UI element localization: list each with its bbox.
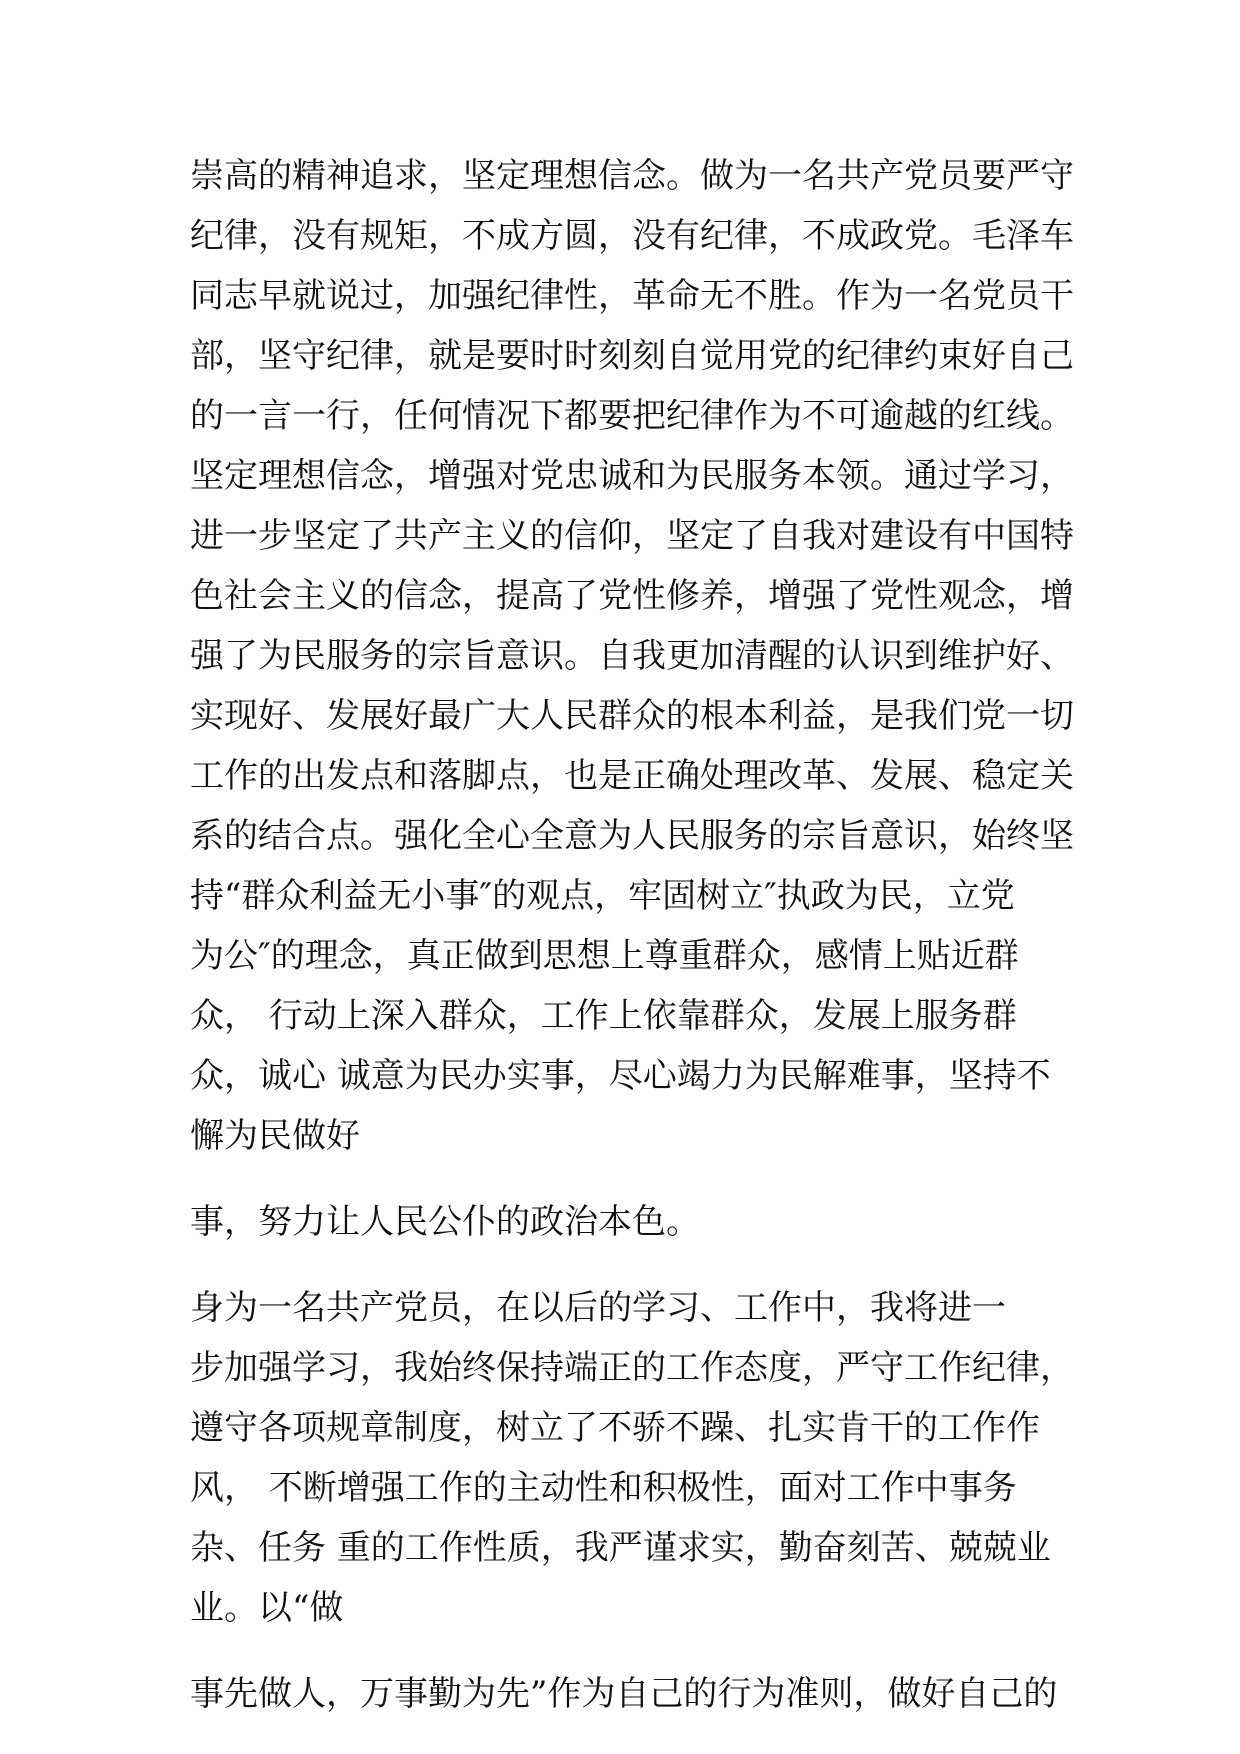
text-line: 同志早就说过，加强纪律性，革命无不胜。作为一名党员干 bbox=[190, 276, 1074, 316]
text-line: 崇高的精神追求，坚定理想信念。做为一名共产党员要严守 bbox=[190, 156, 1074, 196]
text-line: 强了为民服务的宗旨意识。自我更加清醒的认识到维护好、 bbox=[190, 636, 1074, 676]
text-line: 杂、任务 重的工作性质，我严谨求实，勤奋刻苦、兢兢业 bbox=[190, 1528, 1051, 1568]
text-line: 步加强学习，我始终保持端正的工作态度，严守工作纪律， bbox=[190, 1348, 1074, 1388]
text-line: 业。以“做 bbox=[190, 1588, 344, 1628]
text-line: 实现好、发展好最广大人民群众的根本利益，是我们党一切 bbox=[190, 696, 1074, 736]
text-line: 遵守各项规章制度，树立了不骄不躁、扎实肯干的工作作 bbox=[190, 1408, 1040, 1448]
text-line: 众， 行动上深入群众，工作上依靠群众，发展上服务群 bbox=[190, 996, 1017, 1036]
text-line: 工作的出发点和落脚点，也是正确处理改革、发展、稳定关 bbox=[190, 756, 1074, 796]
text-line: 众，诚心 诚意为民办实事，尽心竭力为民解难事，坚持不 bbox=[190, 1056, 1051, 1096]
text-line: 系的结合点。强化全心全意为人民服务的宗旨意识，始终坚 bbox=[190, 816, 1074, 856]
text-line: 的一言一行，任何情况下都要把纪律作为不可逾越的红线。 bbox=[190, 396, 1074, 436]
text-line: 事先做人，万事勤为先”作为自己的行为准则，做好自己的 bbox=[190, 1674, 1058, 1714]
text-line: 为公″的理念，真正做到思想上尊重群众，感情上贴近群 bbox=[190, 936, 1019, 976]
text-line: 坚定理想信念，增强对党忠诚和为民服务本领。通过学习， bbox=[190, 456, 1074, 496]
text-line: 进一步坚定了共产主义的信仰，坚定了自我对建设有中国特 bbox=[190, 516, 1074, 556]
text-line: 纪律，没有规矩，不成方圆，没有纪律，不成政党。毛泽车 bbox=[190, 216, 1074, 256]
paragraph-first-line: 身为一名共产党员，在以后的学习、工作中，我将进一 bbox=[190, 1288, 1006, 1328]
text-line: 风， 不断增强工作的主动性和积极性，面对工作中事务 bbox=[190, 1468, 1017, 1508]
text-line: 懈为民做好 bbox=[190, 1116, 360, 1156]
text-line: 事，努力让人民公仆的政治本色。 bbox=[190, 1202, 700, 1242]
text-line: 部，坚守纪律，就是要时时刻刻自觉用党的纪律约束好自己 bbox=[190, 336, 1074, 376]
text-line: 色社会主义的信念，提高了党性修养，增强了党性观念，增 bbox=[190, 576, 1074, 616]
text-line: 持“群众利益无小事″的观点，牢固树立″执政为民，立党 bbox=[190, 876, 1015, 916]
